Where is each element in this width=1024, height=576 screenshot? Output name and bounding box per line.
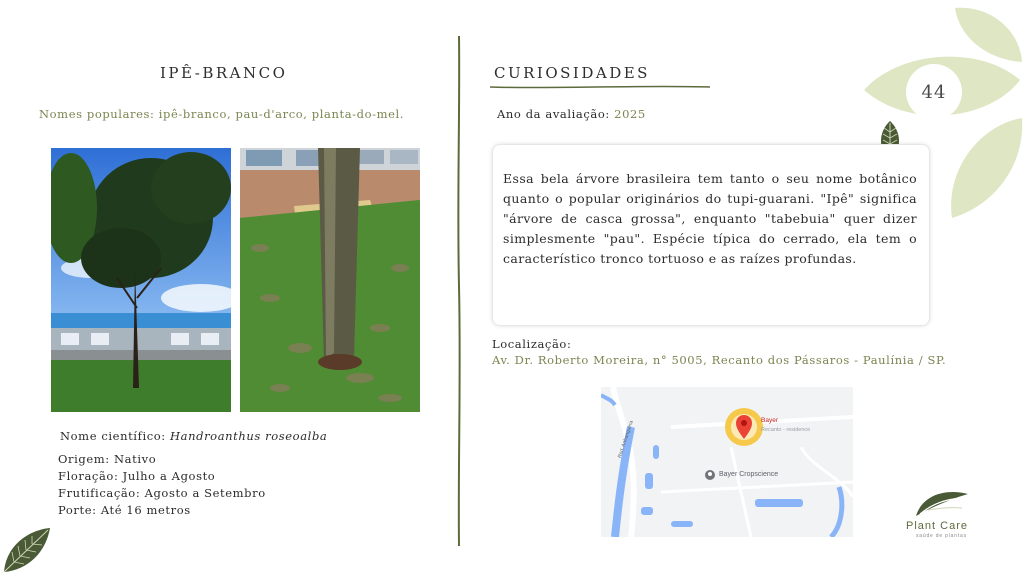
evaluation-year	[497, 107, 646, 121]
year-value: 2025	[614, 107, 646, 121]
species-details	[58, 451, 266, 519]
map-pin-sublabel: Recanto - residence	[761, 427, 811, 433]
scientific-label: Nome científico:	[60, 429, 166, 443]
species-title: IPÊ-BRANCO	[160, 64, 288, 82]
map-road-label: Rod. Anhanguera	[617, 419, 635, 459]
vertical-divider	[454, 36, 464, 546]
page-number-badge	[906, 64, 962, 120]
trunk-photo	[240, 148, 420, 412]
detail-size: Porte: Até 16 metros	[58, 503, 191, 517]
tree-photo	[51, 148, 231, 412]
year-label: Ano da avaliação:	[497, 107, 610, 121]
map-pin-label: Bayer	[761, 417, 778, 424]
title-underline	[490, 84, 712, 90]
location-map[interactable]	[601, 387, 853, 537]
location-address: Av. Dr. Roberto Moreira, n° 5005, Recanto dos Pássaros - Paulínia / SP.	[492, 353, 947, 367]
detail-fruiting: Frutificação: Agosto a Setembro	[58, 486, 266, 500]
detail-origin: Origem: Nativo	[58, 452, 157, 466]
brand-tagline: saúde de plantas	[916, 533, 967, 539]
detail-flowering: Floração: Julho a Agosto	[58, 469, 216, 483]
plant-care-logo-icon	[914, 488, 970, 518]
popular-names: Nomes populares: ipê-branco, pau-d'arco, planta-do-mel.	[39, 107, 405, 121]
map-place-label: Bayer Cropscience	[719, 471, 779, 478]
curiosity-card	[492, 144, 930, 326]
curiosity-text: Essa bela árvore brasileira tem tanto o seu nome botânico quanto o popular originários do tupi-guarani. "Ipê" significa "árvore de casca grossa", enquanto "tabebuia" quer dizer simplesmente "pau". Espécie típica do cerrado, ela tem o característico tronco tortuoso e as raízes profundas.	[503, 171, 917, 266]
page-number: 44	[921, 81, 947, 103]
corner-leaf-icon	[0, 526, 52, 576]
map-graphic	[601, 387, 853, 537]
location-label: Localização:	[492, 337, 572, 351]
brand-name: Plant Care	[906, 520, 968, 532]
curiosities-title: CURIOSIDADES	[494, 64, 650, 82]
scientific-name-line	[60, 428, 327, 445]
scientific-name: Handroanthus roseoalba	[170, 429, 328, 443]
